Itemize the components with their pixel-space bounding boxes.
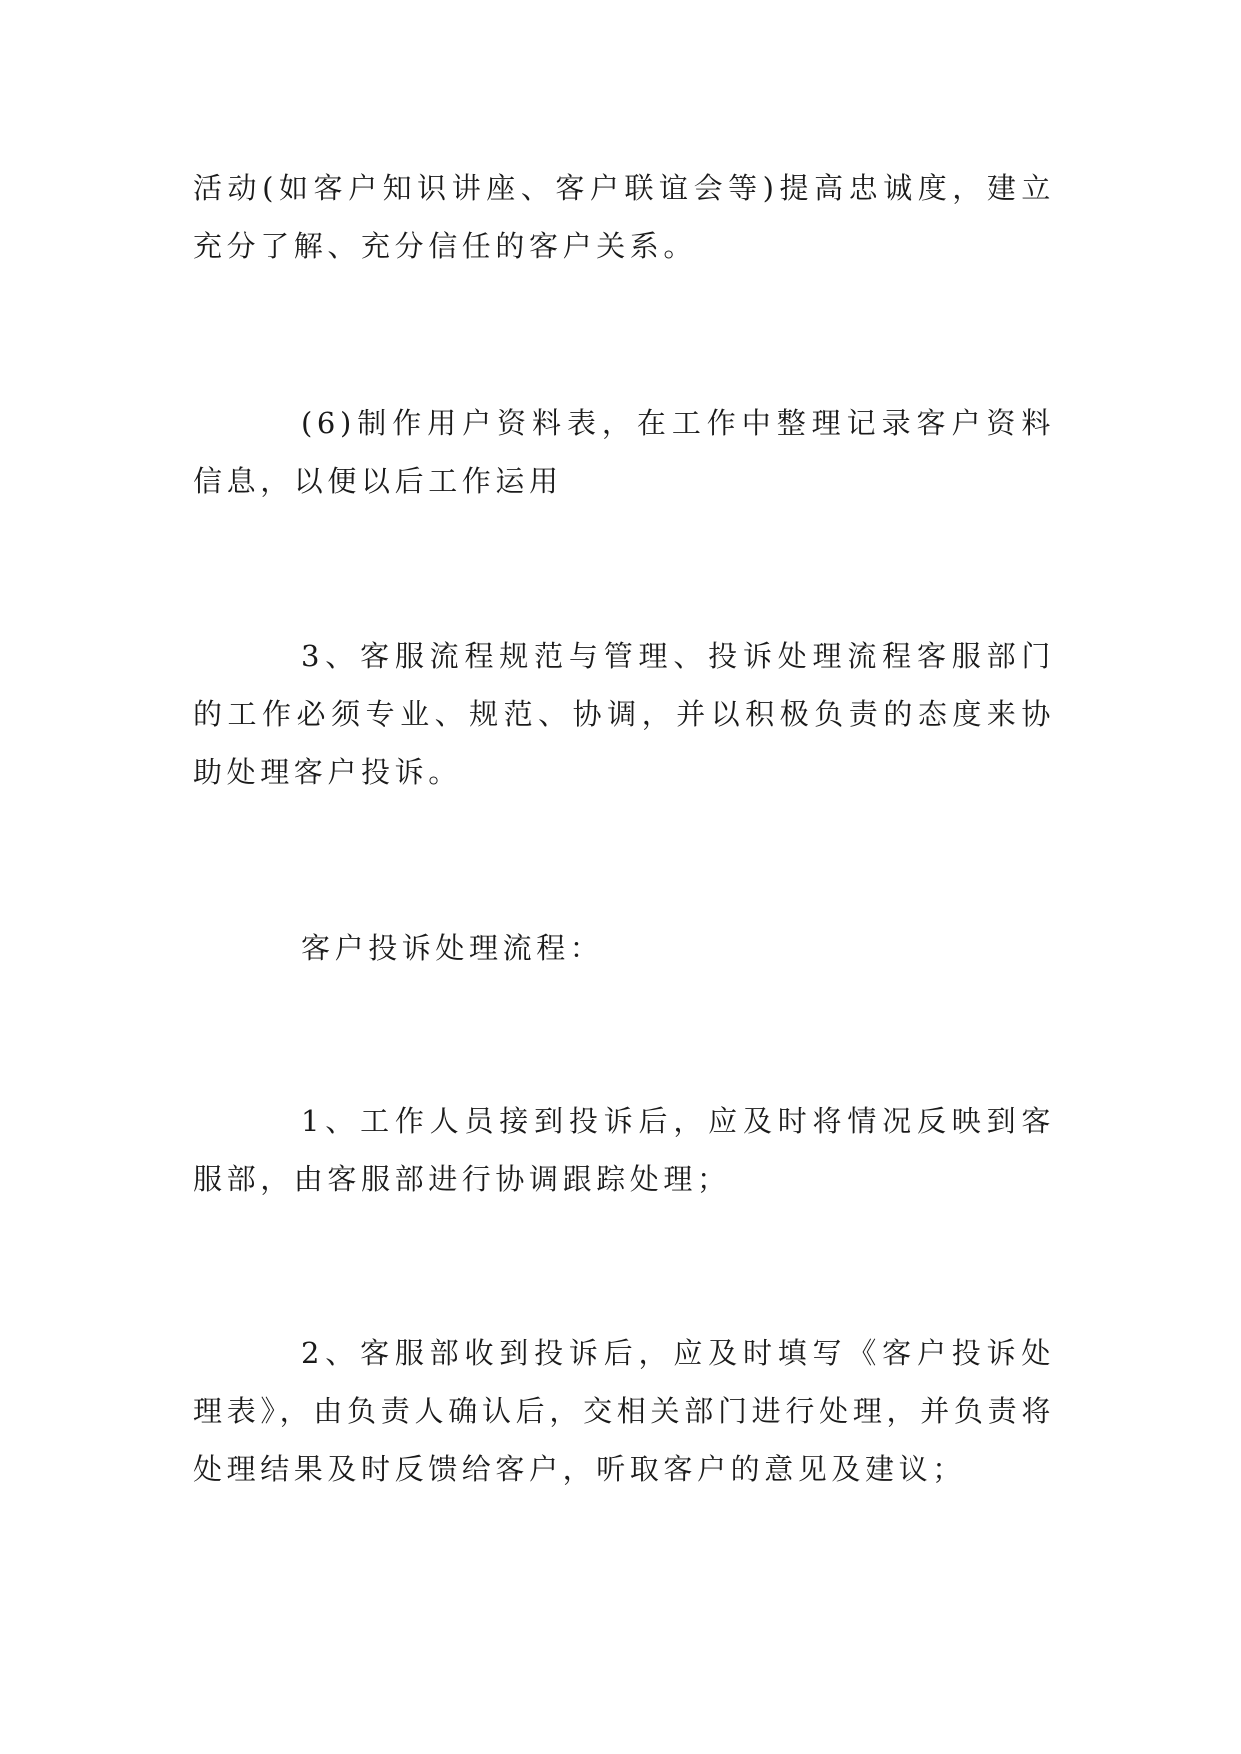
paragraph-step-2: 2、客服部收到投诉后，应及时填写《客户投诉处理表》，由负责人确认后，交相关部门进行处理，并负责将处理结果及时反馈给客户，听取客户的意见及建议； [193, 1336, 1055, 1486]
paragraph-item-6: (6)制作用户资料表，在工作中整理记录客户资料信息，以便以后工作运用 [193, 406, 1055, 498]
paragraph-continuation: 活动(如客户知识讲座、客户联谊会等)提高忠诚度，建立充分了解、充分信任的客户关系。 [193, 171, 1055, 263]
paragraph-section-3: 3、客服流程规范与管理、投诉处理流程客服部门的工作必须专业、规范、协调，并以积极负责的态度来协助处理客户投诉。 [193, 639, 1055, 789]
paragraph-complaint-heading: 客户投诉处理流程： [301, 931, 604, 965]
paragraph-step-1: 1、工作人员接到投诉后，应及时将情况反映到客服部，由客服部进行协调跟踪处理； [193, 1104, 1055, 1196]
